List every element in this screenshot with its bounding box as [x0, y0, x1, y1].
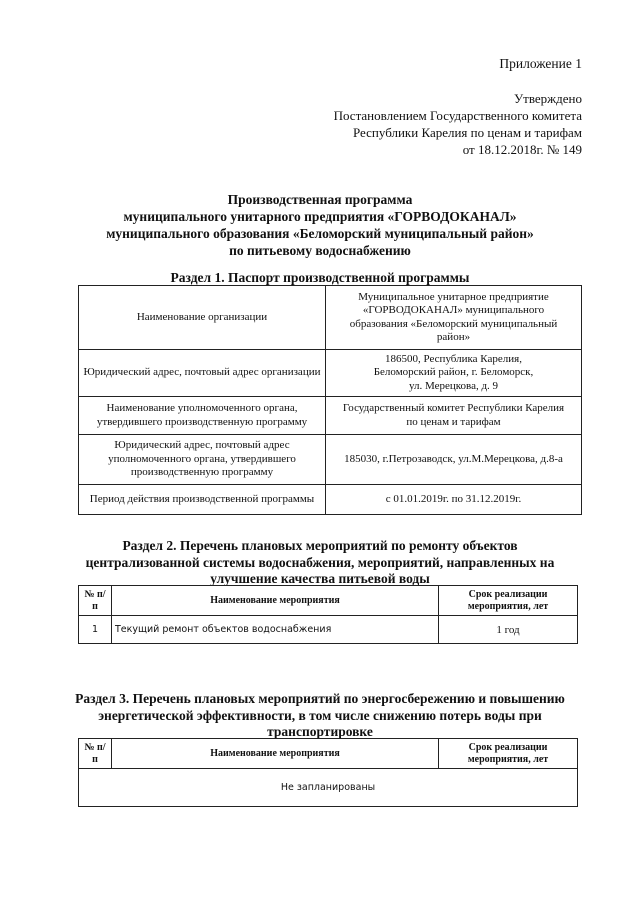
section2-title-line: Раздел 2. Перечень плановых мероприятий по ремонту объектов: [122, 538, 518, 553]
value-line: ул. Мерецкова, д. 9: [408, 379, 499, 392]
energy-measures-table: [78, 738, 578, 807]
header-name: Наименование мероприятия: [112, 586, 439, 616]
program-title-line: муниципального образования «Беломорский муниципальный район»: [106, 226, 534, 241]
row-value: [326, 435, 582, 485]
cell-name: Текущий ремонт объектов водоснабжения: [112, 616, 439, 644]
header-name: Наименование мероприятия: [112, 739, 439, 769]
section1-title: Раздел 1. Паспорт производственной программы: [170, 270, 470, 285]
row-label: Наименование организации: [79, 286, 326, 350]
approval-line: Республики Карелия по ценам и тарифам: [352, 125, 582, 140]
approval-line: от 18.12.2018г. № 149: [462, 142, 582, 157]
value-line: 186500, Республика Карелия,: [385, 352, 522, 365]
row-value: [326, 397, 582, 435]
row-label: Период действия производственной программы: [79, 485, 326, 515]
table-row: [79, 435, 582, 485]
cell-period: 1 год: [439, 616, 578, 644]
empty-note: Не запланированы: [79, 769, 578, 807]
section2-title-line: улучшение качества питьевой воды: [210, 571, 430, 586]
value-line: Государственный комитет Республики Карелия: [342, 402, 565, 414]
table-header-row: [79, 586, 578, 616]
section2-title-line: централизованной системы водоснабжения, мероприятий, направленных на: [85, 554, 555, 570]
header-period: Срок реализации мероприятия, лет: [439, 586, 578, 616]
approval-line: Постановлением Государственного комитета: [333, 108, 582, 123]
table-row: [79, 286, 582, 350]
header-period: Срок реализации мероприятия, лет: [439, 739, 578, 769]
value-line: по ценам и тарифам: [406, 415, 501, 428]
section3-title-line: Раздел 3. Перечень плановых мероприятий по энергосбережению и повышению: [75, 691, 565, 706]
approval-line: Утверждено: [513, 91, 582, 106]
section3-title-line: транспортировке: [267, 724, 373, 739]
row-label: Юридический адрес, почтовый адрес уполномоченного органа, утвердившего производственную программу: [79, 435, 326, 485]
value-line: Муниципальное унитарное предприятие: [358, 290, 549, 303]
table-row: [79, 350, 582, 397]
program-title-line: муниципального унитарного предприятия «ГОРВОДОКАНАЛ»: [123, 209, 517, 224]
row-label: Юридический адрес, почтовый адрес организации: [79, 350, 326, 397]
value-line: 185030, г.Петрозаводск, ул.М.Мерецкова, д.8-а: [344, 452, 563, 465]
program-title: [0, 191, 640, 259]
row-label: Наименование уполномоченного органа, утвердившего производственную программу: [79, 397, 326, 435]
approval-block: [334, 90, 582, 158]
value-line: район»: [436, 331, 471, 343]
header-num: № п/п: [79, 586, 112, 616]
table-row: [79, 397, 582, 435]
table-row: [79, 485, 582, 515]
value-line: Беломорский район, г. Беломорск,: [373, 366, 534, 379]
row-value: [326, 350, 582, 397]
table-header-row: [79, 739, 578, 769]
program-title-line: Производственная программа: [227, 192, 413, 207]
appendix-label: Приложение 1: [499, 56, 582, 71]
header-num: № п/п: [79, 739, 112, 769]
value-line: «ГОРВОДОКАНАЛ» муниципального: [362, 304, 545, 316]
repair-measures-table: [78, 585, 578, 644]
section3-title-line: энергетической эффективности, в том числе снижению потерь воды при: [98, 707, 542, 723]
program-title-line: по питьевому водоснабжению: [229, 243, 411, 258]
passport-table: [78, 285, 582, 515]
table-row: [79, 769, 578, 807]
cell-num: 1: [79, 616, 112, 644]
row-value: [326, 286, 582, 350]
table-row: [79, 616, 578, 644]
value-line: с 01.01.2019г. по 31.12.2019г.: [385, 492, 522, 505]
row-value: [326, 485, 582, 515]
section3-title: [0, 691, 640, 741]
value-line: образования «Беломорский муниципальный: [349, 317, 558, 330]
section2-title: [0, 538, 640, 588]
